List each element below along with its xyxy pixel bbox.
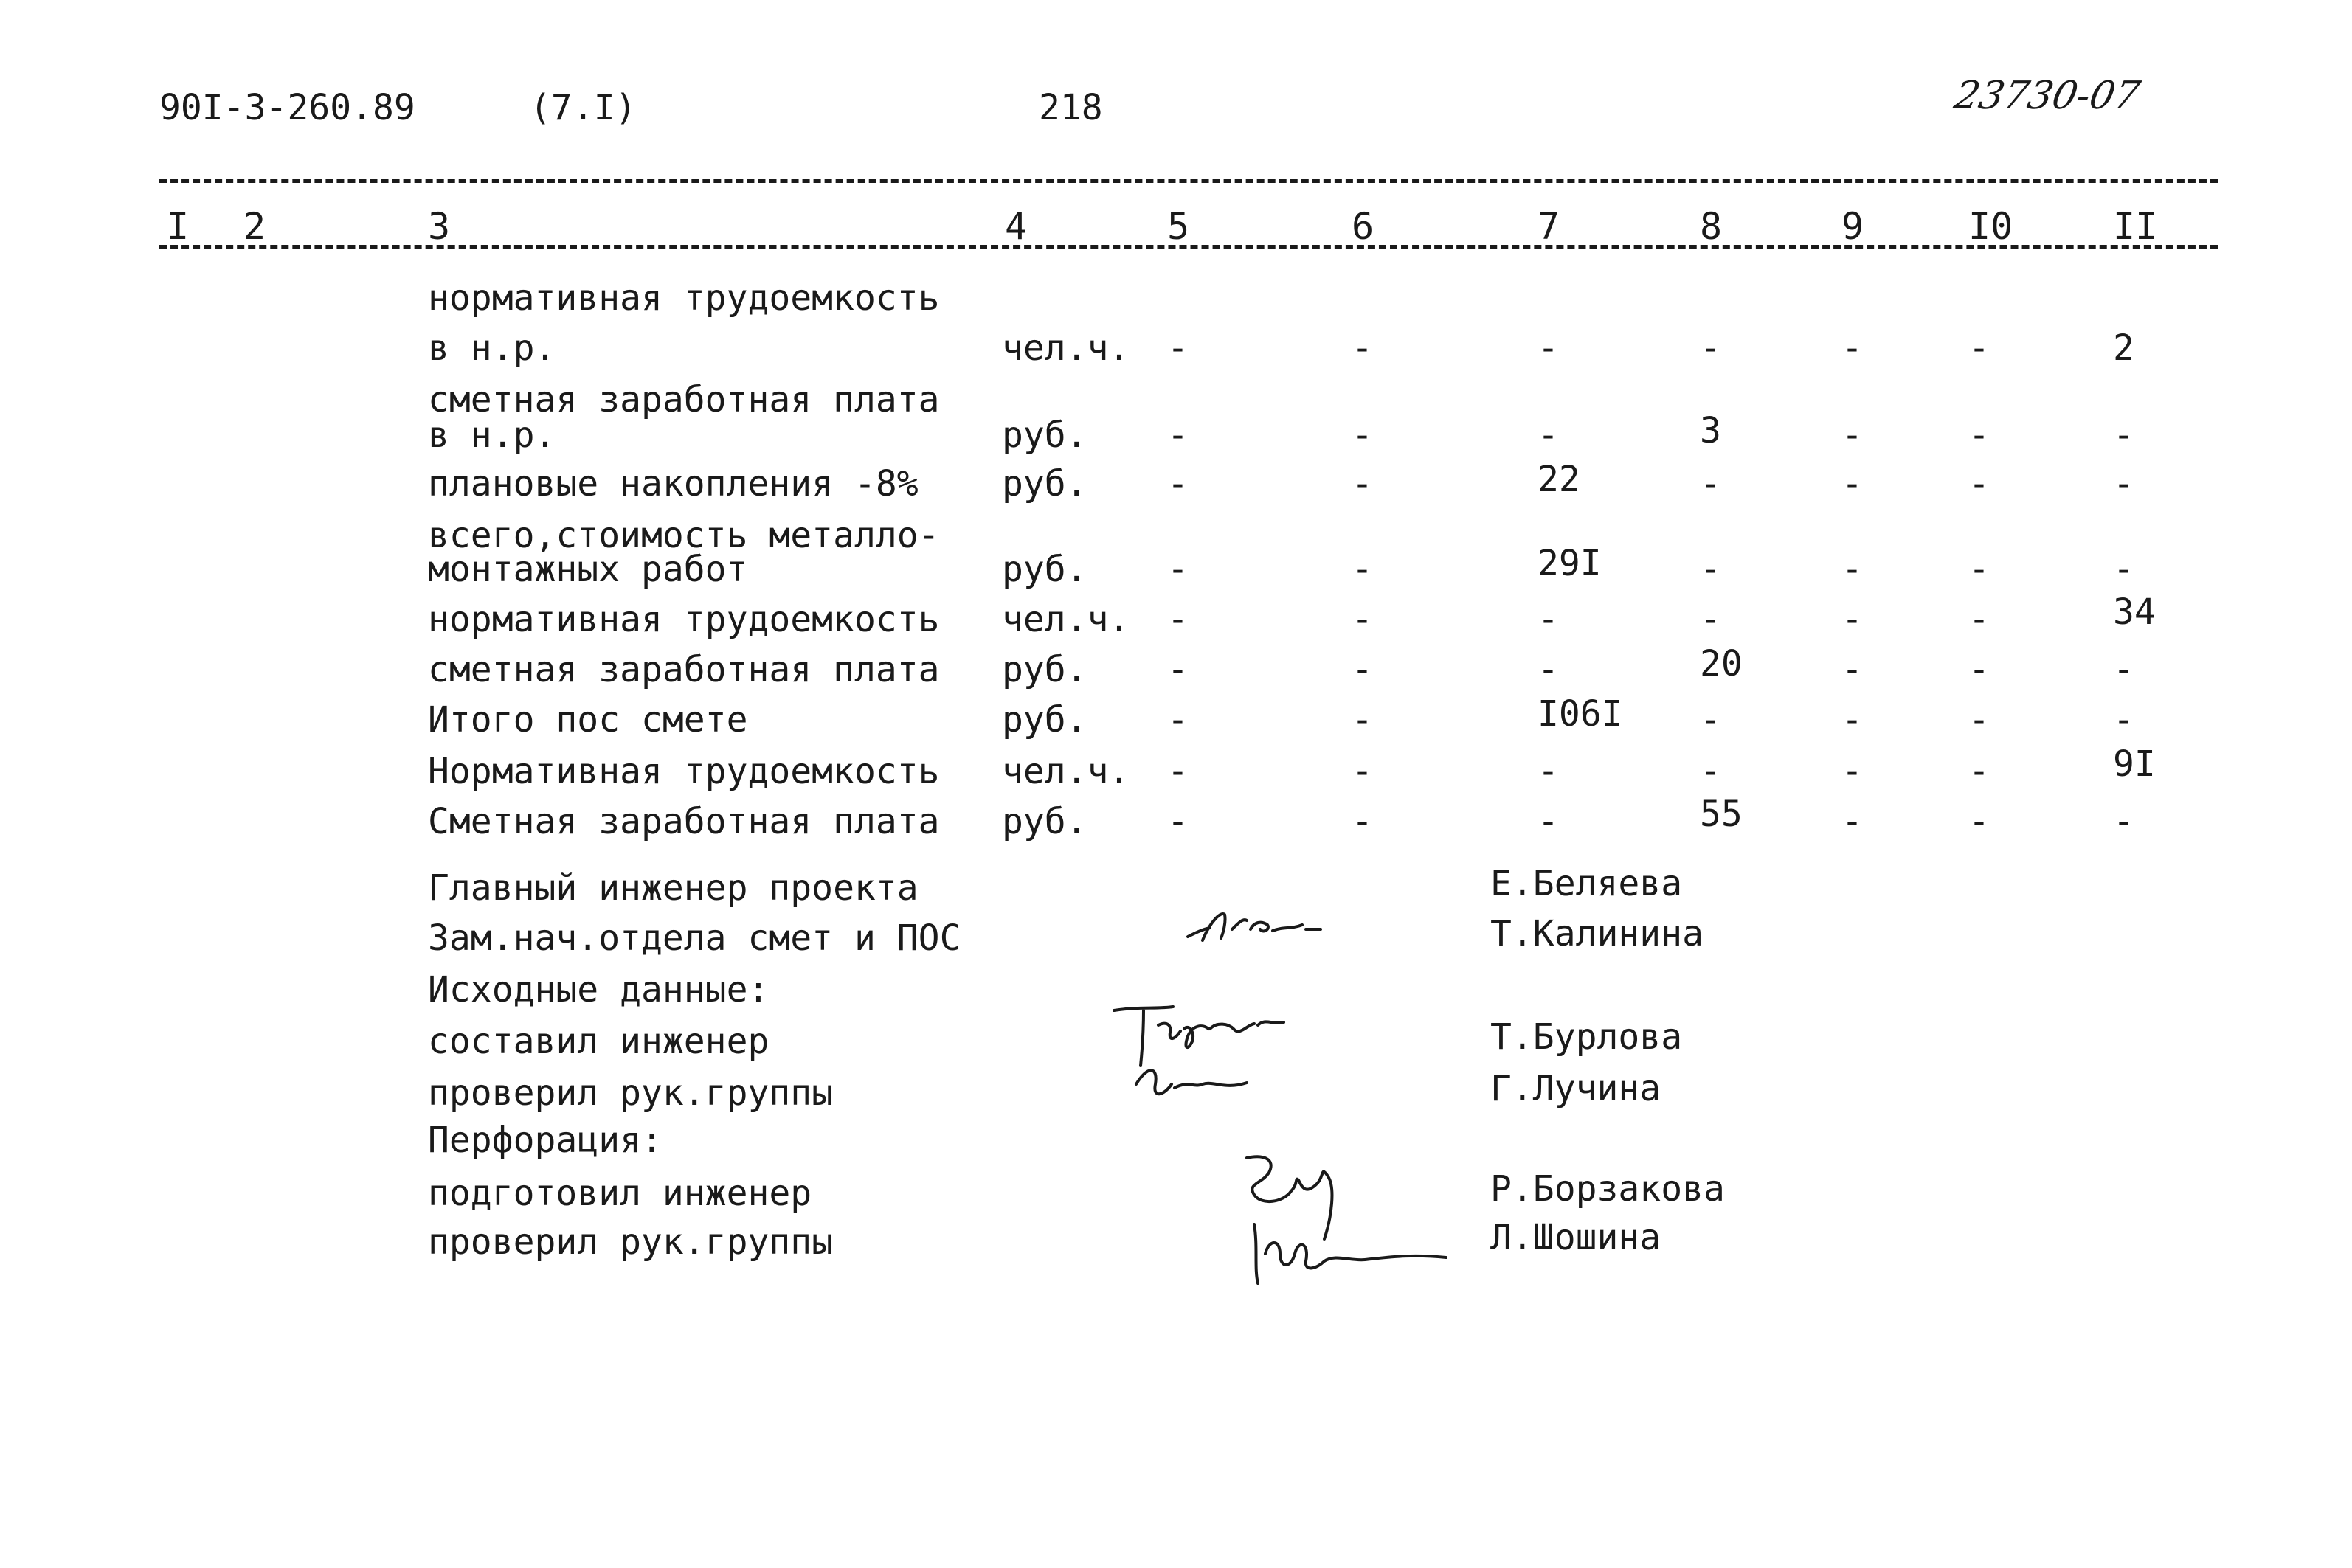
- column-header-3: 3: [428, 205, 451, 248]
- row-unit: чел.ч.: [1002, 327, 1130, 369]
- cell-col7: 29I: [1538, 543, 1602, 584]
- cell-col5: -: [1167, 801, 1189, 842]
- row-name-line: нормативная трудоемкость: [428, 277, 940, 319]
- row-name-line: сметная заработная плата: [428, 379, 940, 420]
- column-header-1: I: [167, 205, 190, 248]
- cell-col9: -: [1841, 649, 1863, 690]
- table-top-rule: [159, 179, 2218, 183]
- cell-col8: -: [1700, 327, 1721, 369]
- row-unit: руб.: [1002, 549, 1087, 590]
- handwritten-signature: [1180, 900, 1343, 951]
- cell-col9: -: [1841, 463, 1863, 504]
- cell-col5: -: [1167, 649, 1189, 690]
- column-header-8: 8: [1700, 205, 1723, 248]
- cell-col8: 3: [1700, 410, 1721, 451]
- column-header-5: 5: [1167, 205, 1190, 248]
- cell-col6: -: [1352, 751, 1373, 792]
- signer-name: Т.Калинина: [1490, 913, 1704, 954]
- page-number: 218: [1039, 87, 1103, 128]
- cell-col8: -: [1700, 463, 1721, 504]
- cell-col7: I06I: [1538, 693, 1623, 735]
- section-label: Перфорация:: [428, 1120, 663, 1161]
- cell-col10: -: [1968, 801, 1990, 842]
- cell-col5: -: [1167, 699, 1189, 740]
- cell-col6: -: [1352, 414, 1373, 456]
- signer-name: Е.Беляева: [1490, 863, 1683, 904]
- signer-name: Т.Бурлова: [1490, 1016, 1683, 1058]
- cell-col7: -: [1538, 649, 1559, 690]
- cell-col11: 9I: [2113, 743, 2156, 785]
- row-name-line: плановые накопления -8%: [428, 463, 919, 504]
- cell-col10: -: [1968, 751, 1990, 792]
- cell-col5: -: [1167, 327, 1189, 369]
- cell-col10: -: [1968, 649, 1990, 690]
- row-name-line: Нормативная трудоемкость: [428, 751, 940, 792]
- row-name-line: в н.р.: [428, 327, 556, 369]
- cell-col8: 55: [1700, 794, 1743, 835]
- cell-col10: -: [1968, 327, 1990, 369]
- row-name-line: в н.р.: [428, 414, 556, 456]
- document-code: 90I-3-260.89: [159, 87, 415, 128]
- cell-col5: -: [1167, 549, 1189, 590]
- cell-col9: -: [1841, 327, 1863, 369]
- cell-col11: -: [2113, 414, 2134, 456]
- cell-col10: -: [1968, 599, 1990, 640]
- cell-col7: -: [1538, 414, 1559, 456]
- cell-col11: -: [2113, 801, 2134, 842]
- cell-col10: -: [1968, 463, 1990, 504]
- cell-col7: -: [1538, 599, 1559, 640]
- cell-col6: -: [1352, 549, 1373, 590]
- signer-role: составил инженер: [428, 1021, 769, 1062]
- column-header-6: 6: [1352, 205, 1374, 248]
- cell-col11: 2: [2113, 327, 2134, 369]
- cell-col7: -: [1538, 751, 1559, 792]
- cell-col10: -: [1968, 414, 1990, 456]
- signer-name: Г.Лучина: [1490, 1068, 1661, 1109]
- column-header-9: 9: [1841, 205, 1864, 248]
- row-unit: чел.ч.: [1002, 599, 1130, 640]
- cell-col11: -: [2113, 549, 2134, 590]
- signer-role: Главный инженер проекта: [428, 867, 919, 909]
- column-header-7: 7: [1538, 205, 1560, 248]
- signer-role: проверил рук.группы: [428, 1072, 834, 1114]
- signer-name: Р.Борзакова: [1490, 1168, 1725, 1210]
- signer-role: подготовил инженер: [428, 1173, 812, 1214]
- cell-col9: -: [1841, 414, 1863, 456]
- signer-name: Л.Шошина: [1490, 1217, 1661, 1258]
- cell-col9: -: [1841, 599, 1863, 640]
- cell-col8: -: [1700, 751, 1721, 792]
- row-unit: руб.: [1002, 463, 1087, 504]
- row-unit: чел.ч.: [1002, 751, 1130, 792]
- cell-col6: -: [1352, 327, 1373, 369]
- row-name-line: всего,стоимость металло-: [428, 515, 940, 556]
- cell-col10: -: [1968, 549, 1990, 590]
- cell-col8: -: [1700, 599, 1721, 640]
- row-name-line: Итого пос смете: [428, 699, 748, 740]
- cell-col7: -: [1538, 327, 1559, 369]
- section-number: (7.I): [530, 87, 637, 128]
- row-name-line: монтажных работ: [428, 549, 748, 590]
- cell-col11: -: [2113, 699, 2134, 740]
- row-name-line: нормативная трудоемкость: [428, 599, 940, 640]
- cell-col6: -: [1352, 699, 1373, 740]
- cell-col8: 20: [1700, 643, 1743, 684]
- cell-col9: -: [1841, 801, 1863, 842]
- section-label: Исходные данные:: [428, 969, 769, 1010]
- cell-col9: -: [1841, 751, 1863, 792]
- handwritten-signature: [1107, 996, 1298, 1121]
- archive-number: 23730-07: [1950, 74, 2144, 118]
- cell-col7: -: [1538, 801, 1559, 842]
- cell-col5: -: [1167, 414, 1189, 456]
- cell-col6: -: [1352, 801, 1373, 842]
- column-header-10: I0: [1968, 205, 2013, 248]
- cell-col5: -: [1167, 751, 1189, 792]
- cell-col8: -: [1700, 549, 1721, 590]
- row-unit: руб.: [1002, 414, 1087, 456]
- row-name-line: Сметная заработная плата: [428, 801, 940, 842]
- row-name-line: сметная заработная плата: [428, 649, 940, 690]
- signer-role: Зам.нач.отдела смет и ПОС: [428, 917, 961, 959]
- row-unit: руб.: [1002, 649, 1087, 690]
- row-unit: руб.: [1002, 801, 1087, 842]
- cell-col9: -: [1841, 549, 1863, 590]
- cell-col10: -: [1968, 699, 1990, 740]
- handwritten-signature: [1225, 1143, 1461, 1305]
- cell-col9: -: [1841, 699, 1863, 740]
- column-header-4: 4: [1005, 205, 1028, 248]
- cell-col6: -: [1352, 463, 1373, 504]
- column-header-11: II: [2113, 205, 2158, 248]
- column-header-2: 2: [243, 205, 266, 248]
- cell-col7: 22: [1538, 459, 1580, 500]
- cell-col11: 34: [2113, 592, 2156, 633]
- cell-col5: -: [1167, 463, 1189, 504]
- cell-col11: -: [2113, 649, 2134, 690]
- cell-col6: -: [1352, 599, 1373, 640]
- cell-col11: -: [2113, 463, 2134, 504]
- cell-col8: -: [1700, 699, 1721, 740]
- row-unit: руб.: [1002, 699, 1087, 740]
- signer-role: проверил рук.группы: [428, 1221, 834, 1263]
- cell-col6: -: [1352, 649, 1373, 690]
- cell-col5: -: [1167, 599, 1189, 640]
